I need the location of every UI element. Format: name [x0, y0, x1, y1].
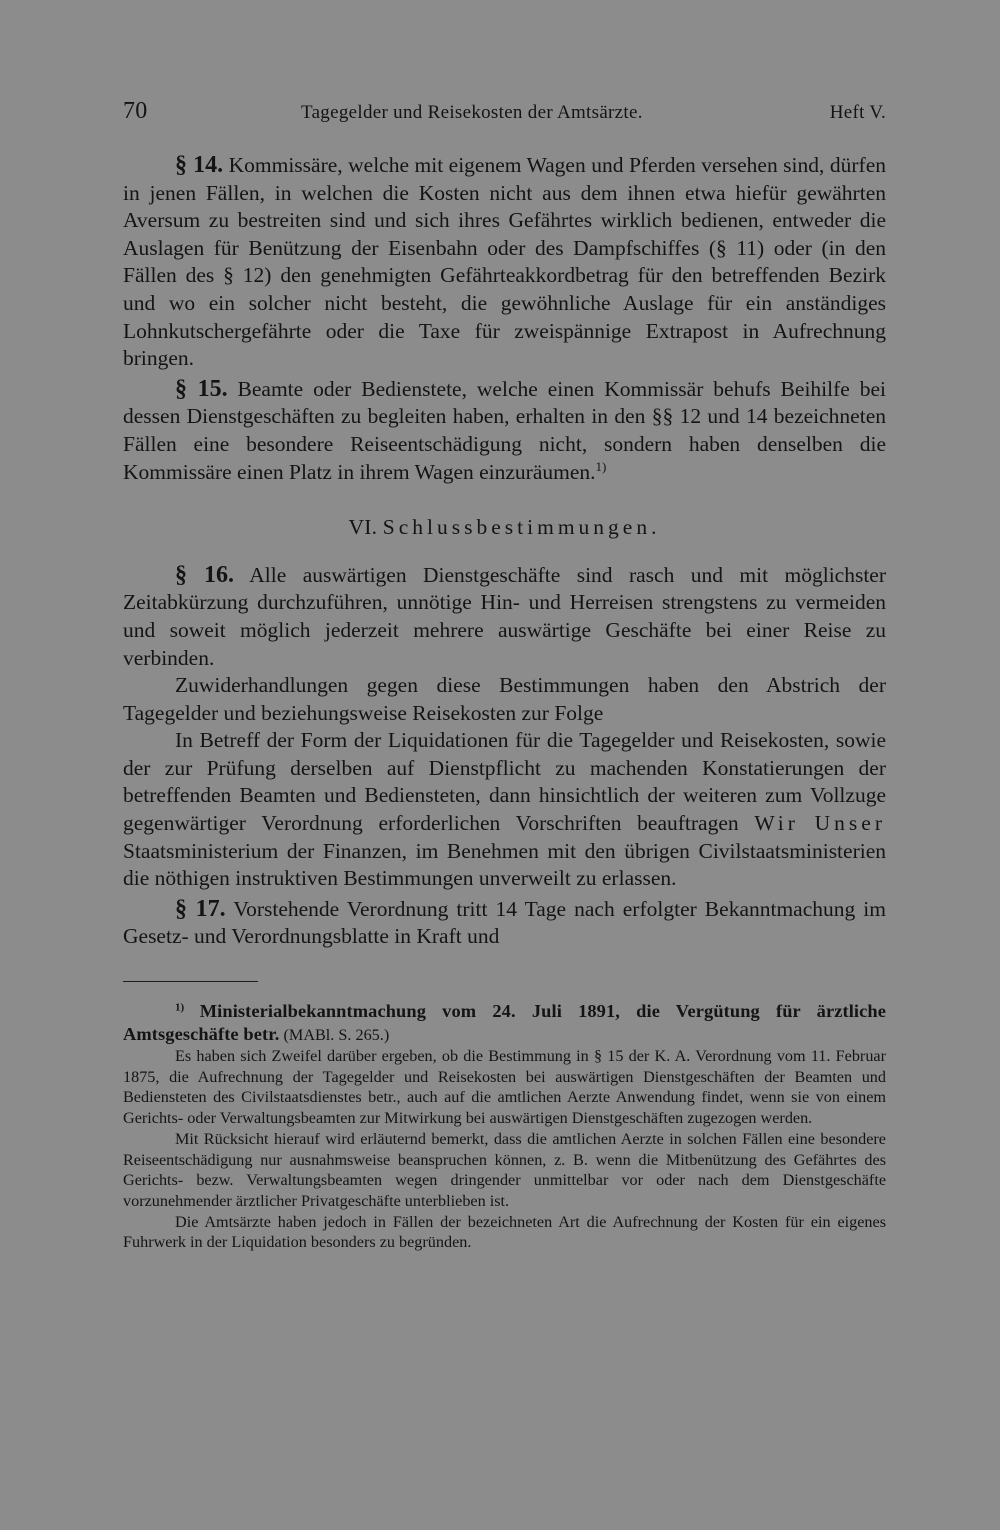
footnote-heading — [123, 1000, 886, 1046]
section-16-paragraph-2: Zuwiderhandlungen gegen diese Bestimmungen haben den Abstrich der Tagegelder und beziehungsweise Reisekosten zur Folge — [123, 673, 886, 725]
issue-label: Heft V. — [829, 102, 886, 123]
section-17-label: § 17. — [175, 895, 226, 922]
word-wir: Wir — [754, 811, 799, 836]
footnote — [123, 1000, 886, 1253]
footnote-paragraph-2: Mit Rücksicht hierauf wird erläuternd bemerkt, dass die amtlichen Aerzte in solchen Fällen eine besondere Reiseentschädigung nur ausnahmsweise beanspruchen können, z. B. wenn die Mitbenützung des Gefährtes des Gerichts- bezw. Verwaltungsbeamten wegen dringender unmittelbar vor oder nach dem Dienstgeschäfte vorzunehmender ärztlicher Privatgeschäfte unterblieben ist. — [123, 1129, 886, 1210]
page-number: 70 — [123, 98, 148, 124]
section-14 — [123, 152, 886, 373]
footnote-paragraph-1: Es haben sich Zweifel darüber ergeben, ob die Bestimmung in § 15 der K. A. Verordnung vom 11. Februar 1875, die Aufrechnung der Tagegelder und Reisekosten bei auswärtigen Dienstgeschäften der Beamten und Bediensteten des Civilstaatsdienstes betr., auch auf die amtlichen Aerzte Anwendung findet, wenn sie von einem Gerichts- oder Verwaltungsbeamten zur Mitwirkung bei auswärtigen Dienstgeschäften zugezogen werden. — [123, 1047, 886, 1128]
footnote-reference: 1) — [595, 458, 607, 474]
section-16-text: Alle auswärtigen Dienstgeschäfte sind rasch und mit möglichster Zeitabkürzung durchzuführen, unnötige Hin- und Herreisen strengstens zu vermeiden und soweit möglich jederzeit mehrere auswärtige Geschäfte bei einer Reise zu verbinden. — [123, 562, 886, 670]
running-title: Tagegelder und Reisekosten der Amtsärzte. — [301, 102, 643, 123]
document-page — [123, 96, 886, 1253]
footnote-title: Ministerialbekanntmachung vom 24. Juli 1891, die Vergütung für ärztliche Amtsgeschäfte betr. — [123, 1001, 886, 1045]
section-16-label: § 16. — [175, 561, 235, 588]
section-17-text: Vorstehende Verordnung tritt 14 Tage nach erfolgter Bekanntmachung im Gesetz- und Verordnungsblatte in Kraft und — [123, 896, 886, 949]
footnote-source: (MABl. S. 265.) — [283, 1026, 390, 1045]
section-16-paragraph-3 — [123, 727, 886, 893]
chapter-title: Schlussbestimmungen. — [382, 515, 661, 540]
chapter-heading — [123, 514, 886, 542]
word-unser: Unser — [814, 811, 887, 836]
footnote-divider — [123, 981, 258, 982]
footnote-paragraph-3: Die Amtsärzte haben jedoch in Fällen der bezeichneten Art die Aufrechnung der Kosten für ein eigenes Fuhrwerk in der Liquidation besonders zu begründen. — [123, 1212, 886, 1252]
section-17 — [123, 896, 886, 951]
section-14-text: Kommissäre, welche mit eigenem Wagen und Pferden versehen sind, dürfen in jenen Fällen, in welchen die Kosten nicht aus dem ihnen etwa hiefür gewährten Aversum zu bestreiten sind und sich ihres Gefährtes wirklich bedienen, entweder die Auslagen für Benützung der Eisenbahn oder des Dampfschiffes (§ 11) oder (in den Fällen des § 12) den genehmigten Gefährteakkordbetrag für den betreffenden Bezirk und wo ein solcher nicht besteht, die gewöhnliche Auslage für ein anständiges Lohnkutschergefährte oder die Taxe für zweispännige Extrapost in Aufrechnung bringen. — [123, 153, 886, 371]
running-header — [123, 96, 886, 128]
chapter-number: VI. — [348, 515, 378, 540]
section-16-paragraph-3b: Staatsministerium der Finanzen, im Benehmen mit den übrigen Civilstaatsministerien die nöthigen instruktiven Bestimmungen unverweilt zu erlassen. — [123, 838, 886, 891]
section-14-label: § 14. — [175, 152, 224, 178]
section-15-label: § 15. — [175, 375, 228, 402]
section-16 — [123, 562, 886, 672]
footnote-marker: 1) — [175, 1001, 185, 1014]
main-text — [123, 152, 886, 951]
section-15 — [123, 376, 886, 486]
section-16-paragraph-3a: In Betreff der Form der Liquidationen für die Tagegelder und Reisekosten, sowie der zur Prüfung derselben auf Dienstpflicht zu machenden Konstatierungen der betreffenden Beamten und Bediensteten, dann hinsichtlich der weiteren zum Vollzuge gegenwärtiger Verordnung erforderlichen Vorschriften beauftragen — [123, 728, 886, 836]
section-15-text: Beamte oder Bedienstete, welche einen Kommissär behufs Beihilfe bei dessen Dienstgeschäften zu begleiten haben, erhalten in den §§ 12 und 14 bezeichneten Fällen eine besondere Reiseentschädigung nicht, sondern haben denselben die Kommissäre einen Platz in ihrem Wagen einzuräumen. — [123, 376, 887, 484]
